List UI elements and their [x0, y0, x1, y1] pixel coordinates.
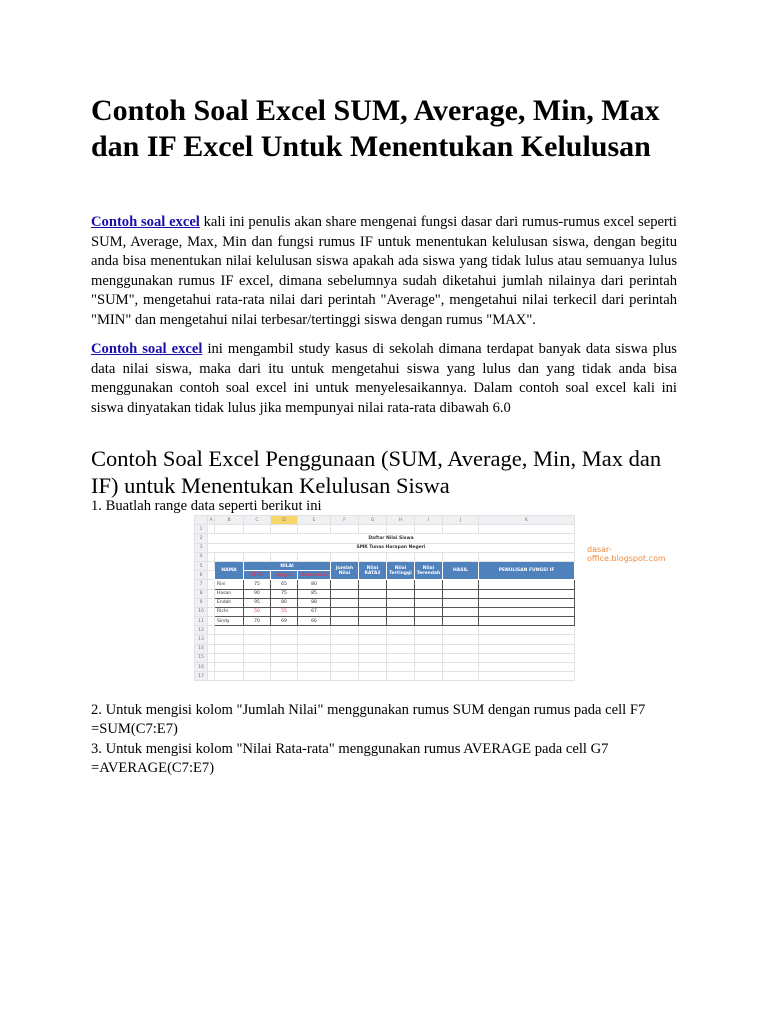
cell: 80: [271, 598, 298, 607]
cell: [415, 580, 443, 589]
cell: [415, 589, 443, 598]
cell: 85: [298, 589, 331, 598]
cell: 88: [298, 598, 331, 607]
cell: [387, 617, 415, 626]
cell: [479, 580, 575, 589]
table-row: 16: [195, 663, 575, 672]
step-3: 3. Untuk mengisi kolom "Nilai Rata-rata" menggunakan rumus AVERAGE pada cell G7: [91, 741, 609, 757]
formula-average: =AVERAGE(C7:E7): [91, 760, 215, 776]
table-row: 9 Endah 95 80 88: [195, 598, 575, 607]
cell: [331, 589, 359, 598]
cell: [331, 598, 359, 607]
table-row: 11 Sindy 70 69 66: [195, 617, 575, 626]
table-row: 14: [195, 644, 575, 653]
cell: [415, 617, 443, 626]
formula-sum: =SUM(C7:E7): [91, 721, 178, 737]
cell: [443, 589, 479, 598]
cell: [415, 607, 443, 616]
column-header-row: A B C D E F G H I J K: [195, 516, 575, 525]
cell: [359, 607, 387, 616]
cell: 55: [271, 607, 298, 616]
contoh-soal-link-2[interactable]: Contoh soal excel: [91, 341, 203, 357]
paragraph-text: ini mengambil study kasus di sekolah dimana terdapat banyak data siswa plus data nilai siswa, maka dari itu untuk mengetahui siswa yang lulus dan yang tidak anda bisa menggunakan contoh soal excel ini untuk menyelesaikannya. Dalam contoh soal excel kali ini siswa dinyatakan tidak lulus jika mempunyai nilai rata-rata dibawah 6.0: [91, 341, 677, 416]
article-title: Contoh Soal Excel SUM, Average, Min, Max dan IF Excel Untuk Menentukan Kelulusan: [91, 94, 660, 163]
spreadsheet-image: A B C D E F G H I J K 1 2 Daftar Nilai Siswa 3 SMK Tunas Harapan Negeri 4 5 NAMA NILAI Jumlah Nilai Nilai RATA2 Nilai Tertinggi Nilai Terendah HASIL PENULISAN FUNGSI IF 6 MTK Inggris Akuntansi 7 Rini 75 65 80 8 Hasan 90 75 85 9 Endah 95 80 88 10 Richi 50 55 67 11 Sindy 70 69 66 12 13 14 15 16 17 dasar-office.blogspot.com: [194, 515, 574, 680]
step-1: 1. Buatlah range data seperti berikut ini: [91, 498, 322, 514]
intro-paragraph: [91, 213, 677, 331]
table-row: 13: [195, 635, 575, 644]
table-row: 7 Rini 75 65 80: [195, 580, 575, 589]
table-row: 8 Hasan 90 75 85: [195, 589, 575, 598]
cell: [387, 598, 415, 607]
cell: [479, 607, 575, 616]
cell: [331, 580, 359, 589]
cell: 67: [298, 607, 331, 616]
study-paragraph: [91, 340, 677, 418]
table-row: 10 Richi 50 55 67: [195, 607, 575, 616]
sheet-title: Daftar Nilai Siswa: [208, 534, 575, 543]
cell: [387, 607, 415, 616]
cell: [479, 617, 575, 626]
watermark: dasar-office.blogspot.com: [587, 545, 666, 563]
step-2: 2. Untuk mengisi kolom "Jumlah Nilai" menggunakan rumus SUM dengan rumus pada cell F7: [91, 702, 646, 718]
cell: Hasan: [215, 589, 244, 598]
contoh-soal-link[interactable]: Contoh soal excel: [91, 214, 200, 230]
table-row: 12: [195, 626, 575, 635]
sheet-subtitle: SMK Tunas Harapan Negeri: [208, 543, 575, 552]
cell: 80: [298, 580, 331, 589]
cell: Sindy: [215, 617, 244, 626]
cell: [359, 589, 387, 598]
cell: 50: [244, 607, 271, 616]
cell: [415, 598, 443, 607]
cell: 69: [271, 617, 298, 626]
cell: [479, 598, 575, 607]
cell: 95: [244, 598, 271, 607]
cell: [443, 607, 479, 616]
cell: [387, 580, 415, 589]
cell: [479, 589, 575, 598]
cell: 75: [271, 589, 298, 598]
paragraph-text: kali ini penulis akan share mengenai fungsi dasar dari rumus-rumus excel seperti SUM, Average, Max, Min dan fungsi rumus IF untuk menentukan kelulusan siswa, dengan begitu anda bisa menentukan nilai kelulusan siswa apakah ada siswa yang tidak lulus atau semuanya lulus menggunakan rumus IF excel, dimana sebelumnya sudah diketahui jumlah nilainya dari perintah "SUM", mengetahui rata-rata nilai dari perintah "Average", mengetahui nilai terkecil dari perintah "MIN" dan mengetahui nilai terbesar/tertinggi siswa dengan rumus "MAX".: [91, 214, 677, 328]
section-title: Contoh Soal Excel Penggunaan (SUM, Average, Min, Max dan IF) untuk Menentukan Kelulusan Siswa: [91, 446, 662, 498]
table-row: 15: [195, 653, 575, 662]
cell: 90: [244, 589, 271, 598]
cell: [331, 607, 359, 616]
cell: Endah: [215, 598, 244, 607]
cell: [359, 580, 387, 589]
cell: Richi: [215, 607, 244, 616]
cell: [443, 580, 479, 589]
cell: [387, 589, 415, 598]
cell: [359, 617, 387, 626]
cell: [359, 598, 387, 607]
table-row: 17: [195, 672, 575, 681]
cell: 66: [298, 617, 331, 626]
cell: [443, 617, 479, 626]
cell: 65: [271, 580, 298, 589]
cell: Rini: [215, 580, 244, 589]
cell: 75: [244, 580, 271, 589]
cell: 70: [244, 617, 271, 626]
cell: [331, 617, 359, 626]
cell: [443, 598, 479, 607]
